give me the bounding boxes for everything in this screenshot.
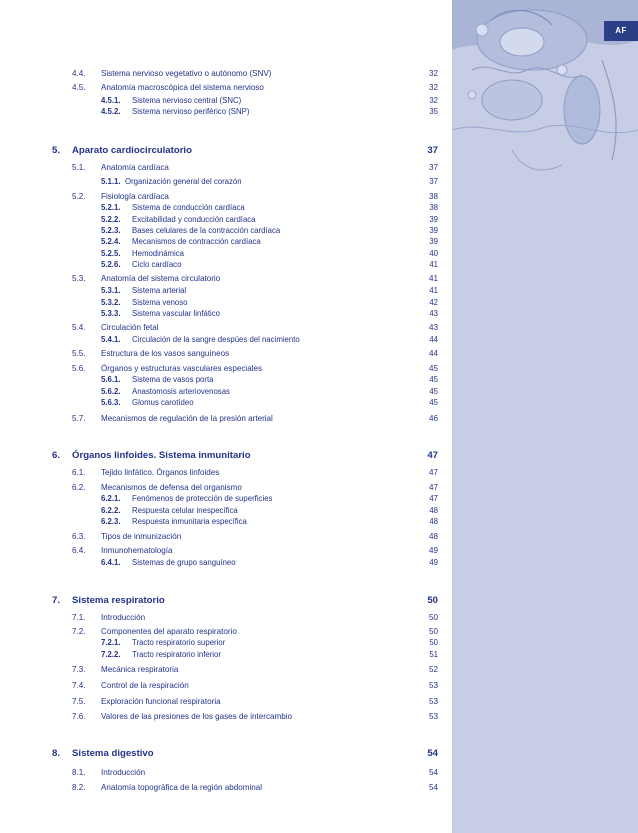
toc-number: 5.5.: [72, 349, 86, 358]
toc-page-number: 44: [428, 349, 438, 358]
toc-page-number: 50: [428, 627, 438, 636]
toc-title: Anastomosis arteriovenosas: [132, 387, 230, 396]
toc-title: Exploración funcional respiratoria: [101, 697, 221, 706]
toc-title: Valores de las presiones de los gases de intercambio: [101, 712, 293, 721]
toc-title: Sistema vascular linfático: [132, 309, 220, 318]
toc-page-number: 44: [429, 335, 438, 344]
toc-number: 5.6.1.: [101, 375, 121, 384]
toc-page-number: 47: [429, 494, 438, 503]
toc-page-number: 46: [428, 414, 438, 423]
toc-page-number: 48: [428, 532, 438, 541]
toc-number: 6.2.3.: [101, 517, 121, 526]
toc-page-number: 45: [429, 375, 438, 384]
toc-page-number: 52: [428, 665, 438, 674]
toc-number: 7.: [52, 595, 61, 606]
toc-title: Glomus carotídeo: [132, 398, 194, 407]
toc-page-number: 45: [428, 364, 438, 373]
toc-number: 5.3.2.: [101, 298, 121, 307]
toc-page-number: 39: [429, 215, 438, 224]
toc-title: Sistema nervioso periférico (SNP): [132, 107, 250, 116]
toc-title: Organización general del corazón: [125, 177, 242, 186]
toc-title: Sistema nervioso vegetativo o autónomo (SNV): [101, 69, 272, 78]
decorative-sidebar: [452, 0, 638, 833]
toc-page-number: 40: [429, 249, 438, 258]
toc-page-number: 39: [429, 226, 438, 235]
toc-title: Componentes del aparato respiratorio: [101, 627, 237, 636]
toc-title: Introducción: [101, 613, 146, 622]
toc-page-number: 45: [429, 398, 438, 407]
toc-page-number: 53: [428, 697, 438, 706]
toc-title: Órganos linfoides. Sistema inmunitario: [72, 450, 251, 461]
toc-page-number: 37: [427, 145, 438, 156]
toc-number: 5.1.1.: [101, 177, 121, 186]
toc-page-number: 49: [429, 558, 438, 567]
toc-title: Sistema nervioso central (SNC): [132, 96, 242, 105]
toc-title: Inmunohematología: [101, 546, 173, 555]
toc-title: Mecanismos de regulación de la presión arterial: [101, 414, 273, 423]
toc-page-number: 39: [429, 237, 438, 246]
toc-number: 6.3.: [72, 532, 86, 541]
toc-title: Ciclo cardíaco: [132, 260, 182, 269]
toc-number: 5.3.3.: [101, 309, 121, 318]
toc-title: Aparato cardiocirculatorio: [72, 145, 192, 156]
toc-title: Mecanismos de defensa del organismo: [101, 483, 242, 492]
toc-title: Sistema venoso: [132, 298, 188, 307]
toc-number: 5.2.3.: [101, 226, 121, 235]
toc-title: Control de la respiración: [101, 681, 189, 690]
toc-number: 6.1.: [72, 468, 86, 477]
toc-number: 4.5.1.: [101, 96, 121, 105]
toc-title: Anatomía cardíaca: [101, 163, 169, 172]
toc-number: 5.6.3.: [101, 398, 121, 407]
toc-number: 8.2.: [72, 783, 86, 792]
toc-number: 6.2.: [72, 483, 86, 492]
toc-page-number: 51: [429, 650, 438, 659]
toc-number: 4.5.2.: [101, 107, 121, 116]
toc-number: 6.4.: [72, 546, 86, 555]
toc-page-number: 48: [429, 506, 438, 515]
toc-number: 5.2.5.: [101, 249, 121, 258]
toc-title: Sistema de conducción cardíaca: [132, 203, 245, 212]
toc-number: 6.4.1.: [101, 558, 121, 567]
toc-title: Bases celulares de la contracción cardíaca: [132, 226, 281, 235]
toc-number: 5.4.1.: [101, 335, 121, 344]
toc-title: Fisiología cardíaca: [101, 192, 169, 201]
toc-page-number: 50: [427, 595, 438, 606]
toc-title: Sistema de vasos porta: [132, 375, 214, 384]
toc-number: 5.4.: [72, 323, 86, 332]
toc-number: 7.2.1.: [101, 638, 121, 647]
toc-title: Anatomía topográfica de la región abdominal: [101, 783, 263, 792]
toc-page-number: 45: [429, 387, 438, 396]
toc-number: 7.2.: [72, 627, 86, 636]
toc-page-number: 47: [428, 468, 438, 477]
toc-number: 4.4.: [72, 69, 86, 78]
toc-number: 7.5.: [72, 697, 86, 706]
toc-page-number: 38: [429, 203, 438, 212]
toc-page-number: 37: [429, 177, 438, 186]
toc-number: 5.2.2.: [101, 215, 121, 224]
toc-page-number: 43: [428, 323, 438, 332]
toc-number: 5.2.4.: [101, 237, 121, 246]
toc-page-number: 38: [428, 192, 438, 201]
toc-page-number: 37: [428, 163, 438, 172]
toc-page-number: 41: [429, 260, 438, 269]
toc-title: Tracto respiratorio inferior: [132, 650, 221, 659]
toc-page-number: 54: [427, 748, 438, 759]
toc-title: Anatomía del sistema circulatorio: [101, 274, 221, 283]
toc-page-number: 32: [428, 83, 438, 92]
toc-title: Anatomía macroscópica del sistema nervioso: [101, 83, 264, 92]
toc-page-number: 41: [429, 286, 438, 295]
toc-number: 5.2.1.: [101, 203, 121, 212]
toc-title: Sistema digestivo: [72, 748, 154, 759]
toc-number: 6.2.1.: [101, 494, 121, 503]
toc-number: 5.7.: [72, 414, 86, 423]
toc-title: Tejido linfático. Órganos linfoides: [101, 468, 220, 477]
toc-number: 6.2.2.: [101, 506, 121, 515]
toc-number: 5.3.1.: [101, 286, 121, 295]
toc-number: 5.: [52, 145, 61, 156]
toc-title: Sistema arterial: [132, 286, 187, 295]
toc-title: Excitabilidad y conducción cardíaca: [132, 215, 256, 224]
toc-title: Tipos de inmunización: [101, 532, 182, 541]
toc-number: 5.6.: [72, 364, 86, 373]
toc-number: 7.2.2.: [101, 650, 121, 659]
toc-number: 5.3.: [72, 274, 86, 283]
toc-number: 5.2.: [72, 192, 86, 201]
toc-page-number: 32: [429, 96, 438, 105]
toc-title: Circulación de la sangre despúes del nacimiento: [132, 335, 300, 344]
toc-number: 5.1.: [72, 163, 86, 172]
toc-number: 7.1.: [72, 613, 86, 622]
toc-title: Circulación fetal: [101, 323, 159, 332]
toc-title: Órganos y estructuras vasculares especiales: [101, 364, 263, 373]
toc-page-number: 53: [428, 681, 438, 690]
toc-number: 7.6.: [72, 712, 86, 721]
toc-number: 5.6.2.: [101, 387, 121, 396]
toc-page-number: 43: [429, 309, 438, 318]
section-badge: AF: [604, 21, 638, 41]
toc-page-number: 42: [429, 298, 438, 307]
toc-number: 5.2.6.: [101, 260, 121, 269]
toc-page-number: 32: [428, 69, 438, 78]
toc-title: Sistemas de grupo sanguíneo: [132, 558, 236, 567]
toc-number: 6.: [52, 450, 61, 461]
toc-page-number: 47: [427, 450, 438, 461]
toc-number: 7.3.: [72, 665, 86, 674]
toc-title: Mecánica respiratoria: [101, 665, 179, 674]
toc-page-number: 50: [428, 613, 438, 622]
toc-title: Tracto respiratorio superior: [132, 638, 226, 647]
toc-title: Introducción: [101, 768, 146, 777]
toc-page-number: 49: [428, 546, 438, 555]
toc-title: Mecanismos de contracción cardíaca: [132, 237, 261, 246]
toc-page-number: 35: [429, 107, 438, 116]
toc-title: Fenómenos de protección de superficies: [132, 494, 273, 503]
toc-number: 7.4.: [72, 681, 86, 690]
toc-page-number: 54: [428, 783, 438, 792]
toc-title: Respuesta celular inespecífica: [132, 506, 238, 515]
toc-number: 4.5.: [72, 83, 86, 92]
toc-title: Estructura de los vasos sanguíneos: [101, 349, 230, 358]
toc-title: Sistema respiratorio: [72, 595, 165, 606]
toc-page-number: 50: [429, 638, 438, 647]
toc-page-number: 53: [428, 712, 438, 721]
toc-page-number: 47: [428, 483, 438, 492]
toc-page-number: 54: [428, 768, 438, 777]
toc-number: 8.1.: [72, 768, 86, 777]
toc-title: Hemodinámica: [132, 249, 185, 258]
toc-number: 8.: [52, 748, 61, 759]
toc-title: Respuesta inmunitaria específica: [132, 517, 247, 526]
toc-page-number: 48: [429, 517, 438, 526]
toc-page-number: 41: [428, 274, 438, 283]
